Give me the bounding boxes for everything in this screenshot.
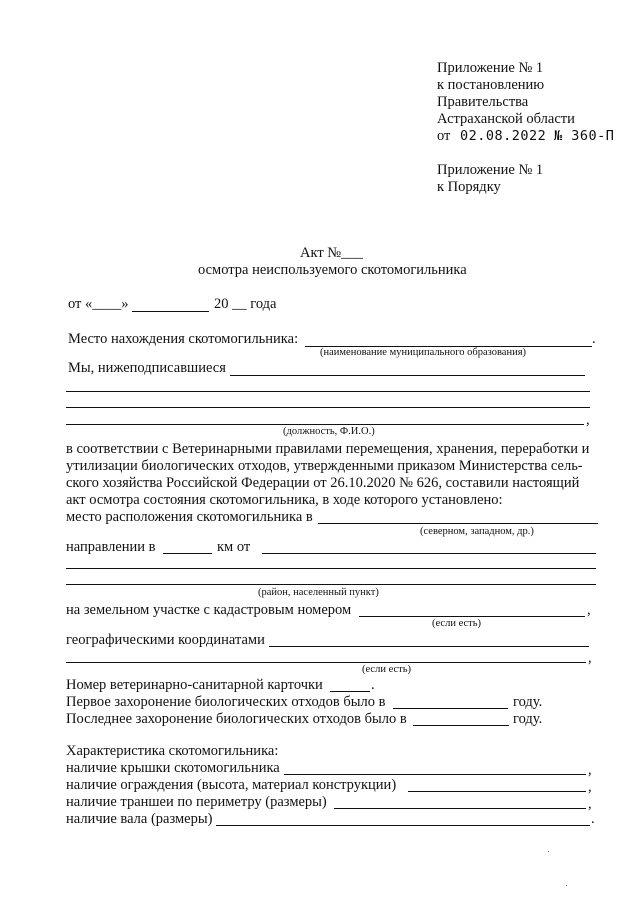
appendix-line-3: Правительства [437,94,529,110]
location-label: Место нахождения скотомогильника: [68,331,299,347]
cadastral-blank [359,616,585,617]
fence-comma: , [588,779,592,795]
bank-period: . [591,811,595,827]
appendix-decree-date: 02.08.2022 [460,128,547,144]
undersigned-label: Мы, нижеподписавшиеся [68,360,226,376]
appendix-line-7: к Порядку [437,179,501,195]
characteristics-title: Характеристика скотомогильника: [66,743,279,759]
undersigned-blank-3 [66,407,590,408]
cadastral-comma: , [587,602,591,618]
first-burial-blank [393,708,508,709]
lid-blank [284,774,586,775]
card-period: . [371,677,375,693]
lid-comma: , [588,762,592,778]
scan-speck [548,851,549,852]
undersigned-comma: , [586,412,590,428]
lid-label: наличие крышки скотомогильника [66,760,280,776]
bank-blank [216,825,590,826]
act-subtitle: осмотра неиспользуемого скотомогильника [198,262,467,278]
coords-comma: , [588,650,592,666]
bank-label: наличие вала (размеры) [66,811,213,827]
appendix-line-2: к постановлению [437,77,545,93]
body-line-4: акт осмотра состояния скотомогильника, в ходе которого установлено: [66,492,503,508]
last-burial-label: Последнее захоронение биологических отходов было в [66,711,407,727]
position-hint: (должность, Ф.И.О.) [283,426,375,437]
first-burial-label: Первое захоронение биологических отходов было в [66,694,386,710]
scan-speck [566,885,567,886]
district-blank-2 [66,584,596,585]
card-blank [330,691,370,692]
coords-blank-1 [269,646,589,647]
undersigned-blank-1 [230,375,585,376]
last-burial-blank [413,725,509,726]
km-blank [163,553,212,554]
location-period: . [592,331,596,347]
direction-blank [262,553,596,554]
fence-blank [408,791,586,792]
trench-label: наличие траншеи по периметру (размеры) [66,794,327,810]
body-line-2: утилизации биологических отходов, утвержденными приказом Министерства сель- [66,458,583,474]
body-line-3: ского хозяйства Российской Федерации от 26.10.2020 № 626, составили настоящий [66,475,580,491]
appendix-decree-number: № 360-П [553,128,615,144]
district-hint: (район, населенный пункт) [258,587,379,598]
cadastral-hint: (если есть) [432,618,482,629]
location-hint: (наименование муниципального образования) [320,347,527,358]
first-burial-year: году. [513,694,543,710]
undersigned-blank-4 [66,424,584,425]
cadastral-label: на земельном участке с кадастровым номером [66,602,352,618]
appendix-line-1: Приложение № 1 [437,60,544,76]
direction-hint: (северном, западном, др.) [420,526,534,537]
appendix-line-6: Приложение № 1 [437,162,544,178]
trench-blank [334,808,586,809]
undersigned-blank-2 [66,391,590,392]
coords-blank-2 [66,662,586,663]
date-prefix: от «____» [68,296,129,312]
appendix-decree-line [437,128,614,145]
site-blank [318,523,598,524]
trench-comma: , [588,796,592,812]
coords-label: географическими координатами [66,632,265,648]
date-month-blank [132,311,209,312]
appendix-decree-prefix: от [437,128,451,144]
direction-label: направлении в [66,539,156,555]
act-title: Акт №___ [300,245,363,261]
km-label: км от [217,539,251,555]
card-label: Номер ветеринарно-санитарной карточки [66,677,323,693]
district-blank-1 [66,568,596,569]
last-burial-year: году. [513,711,543,727]
site-label: место расположения скотомогильника в [66,509,313,525]
fence-label: наличие ограждения (высота, материал конструкции) [66,777,397,793]
coords-hint: (если есть) [362,664,412,675]
body-line-1: в соответствии с Ветеринарными правилами перемещения, хранения, переработки и [66,441,590,457]
appendix-line-4: Астраханской области [437,111,575,127]
date-year: 20 __ года [214,296,277,312]
